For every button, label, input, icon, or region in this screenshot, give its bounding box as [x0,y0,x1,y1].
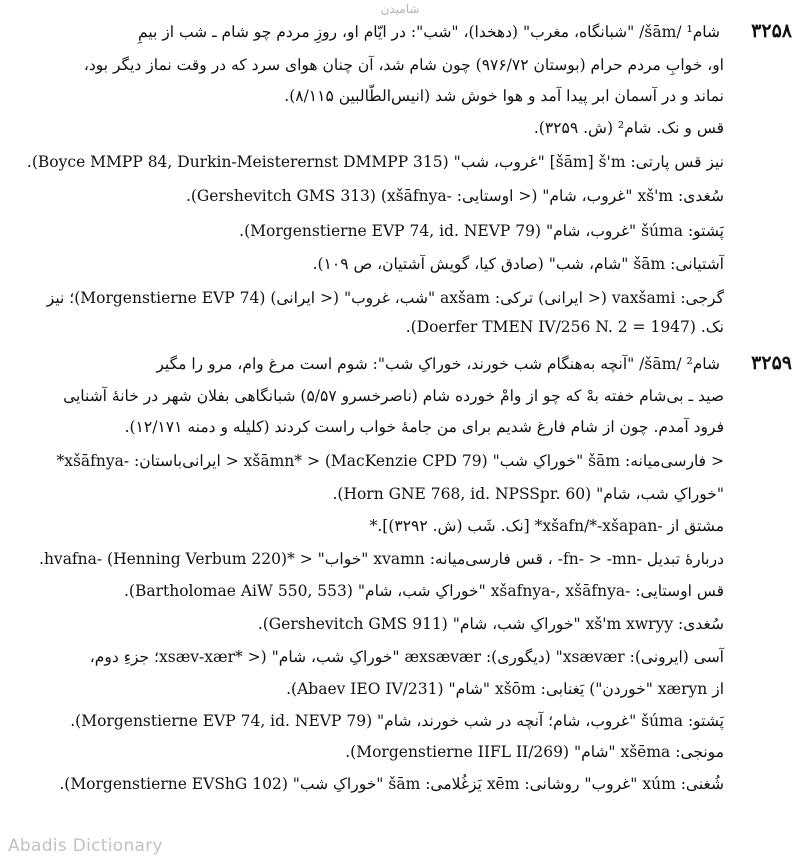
entry-3258-line-7: پَشتو: šúma "غروب، شام" (Morgenstierne EVP 74, id. NEVP 79). [239,222,724,240]
entry-3259-line-12: پَشتو: šúma "غروب، شام؛ آنچه در شب خورند، شام" (Morgenstierne EVP 74, id. NEVP 79). [70,712,724,730]
entry-3259-line-6: مشتق از -xšafn/*-xšapan* [نک. شَب (ش. ۳۲۹۲)].* [369,517,724,535]
entry-3259-line-1: شام² /šām/ "آنچه به‌هنگام شب خورند، خوراکِ شب": شوم است مرغ وام، مرو را مگیر [156,355,720,373]
entry-3259-line-3: فرود آمدم. چون از شام فارغ شدیم برای من جامهٔ خواب راست کردند (کلیله و دمنه ۱۲/۱۷۱). [124,418,724,436]
entry-number-3258: ۳۲۵۸ [751,20,792,42]
entry-3259-line-14: شُغنی: xúm "غروب" روشانی: xēm یَزغُلامی: šām "خوراکِ شب" (Morgenstierne EVShG 102). [59,775,724,793]
entry-3259-line-8: قس اوستایی: -xšafnya-, xšāfnya "خوراکِ شب، شام" (Bartholomae AiW 550, 553). [123,582,724,600]
entry-3259-line-2: صید ـ بی‌شام خفته بهْ که چو از وامْ خورده شام (ناصرخسرو ۵/۵۷) شبانگاهی بفلان شهر در خانهٔ آشنایی [63,387,724,405]
entry-3258-line-5: نیز قس پارتی: šām] š'm] "غروب، شب" (Boyce MMPP 84, Durkin-Meisterernst DMMPP 315). [26,153,724,171]
entry-3259-line-11: از xæryn "خوردن") یَغنابی: xšōm "شام" (Abaev IEO IV/231). [286,680,724,698]
entry-number-3259: ۳۲۵۹ [751,352,792,374]
entry-3258-line-1: شام¹ /šām/ "شبانگاه، مغرب" (دهخدا)، "شب": در ایّام او، روزِ مردم چو شام ـ شب از بیمِ [138,23,720,41]
entry-3258-line-3: نماند و در آسمان ابر پیدا آمد و هوا خوش شد (انیس‌الطّالبین ۸/۱۱۵). [284,87,724,105]
entry-3258-line-4: قس و نک. شام² (ش. ۳۲۵۹). [533,119,724,137]
entry-3259-line-10: آسی (ایرونی): xsævær" (دیگوری): æxsævær "خوراکِ شب، شام" (< *xsæv-xær؛ جزءِ دوم، [89,648,724,666]
entry-3259-line-9: سُغدی: xš'm xwryy "خوراکِ شب، شام" (Gershevitch GMS 911). [257,615,724,633]
entry-3258-line-6: سُغدی: xš'm "غروب، شام" (< اوستایی: -xšāfnya) (Gershevitch GMS 313). [185,187,724,205]
entry-3258-line-9: گرجی: vaxšami (< ایرانی) ترکی: axšam "شب، غروب" (< ایرانی) (Morgenstierne EVP 74)؛ نیز [46,289,724,307]
entry-3258-line-10: نک. (Doerfer TMEN IV/256 N. 2 = 1947). [405,318,724,336]
entry-3259-line-4: < فارسی‌میانه: šām "خوراکِ شب" (MacKenzie CPD 79) < *xšāmn < ایرانی‌باستان: -xšāfnya* [56,452,724,470]
entry-3259-line-7: دربارهٔ تبدیل -fn- > -mn- ، قس فارسی‌میانه: xvamn "خواب" < *hvafna- (Henning Verbum 220). [39,550,724,568]
entry-3259-line-13: مونجی: xšēma "شام" (Morgenstierne IIFL II/269). [345,743,724,761]
page-header: شامیدن [380,2,420,16]
entry-3258-line-2: او، خوابِ مردم حرام (بوستان ۹۷۶/۷۲) چون شام شد، آن چنان هوای سرد که در وقت نماز دیگر بود، [83,56,724,74]
entry-3258-line-8: آشتیانی: šām "شام، شب" (صادق کیا، گویش آشتیان، ص ۱۰۹). [312,255,724,273]
watermark: Abadis Dictionary [8,836,163,856]
entry-3259-line-5: "خوراکِ شب، شام" (Horn GNE 768, id. NPSSpr. 60). [332,485,724,503]
